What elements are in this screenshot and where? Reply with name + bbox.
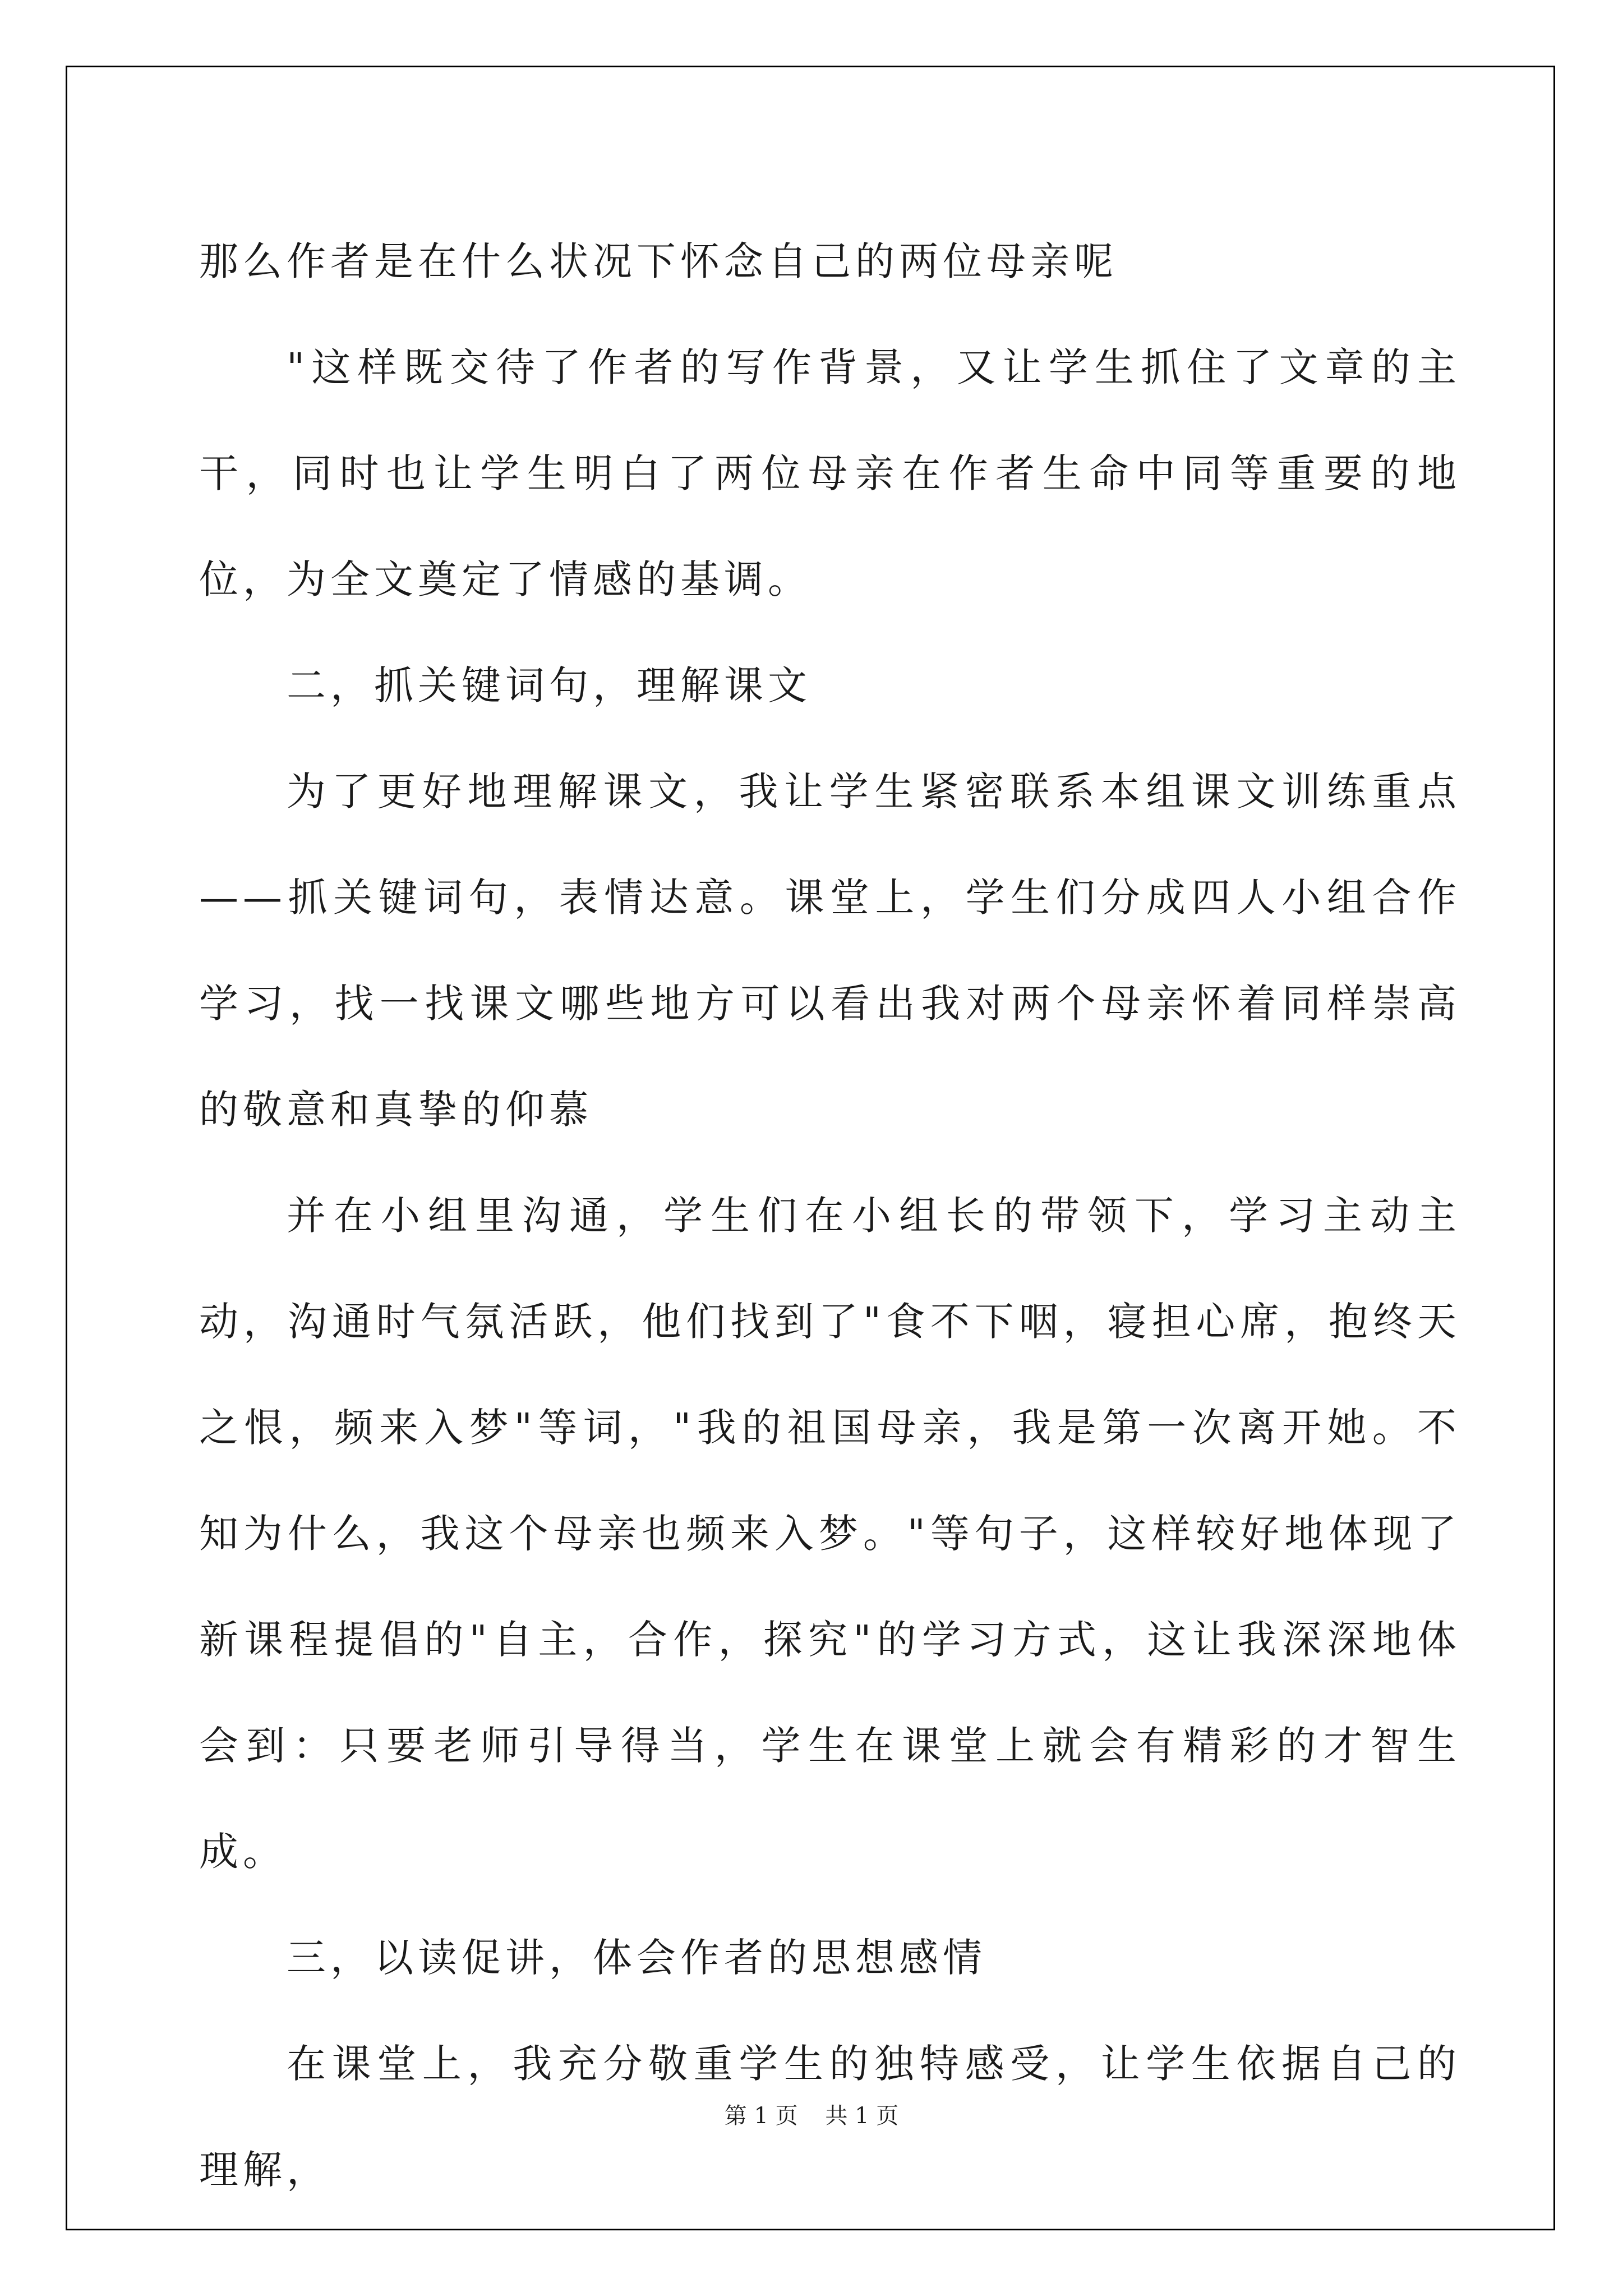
section-heading-2: 二，抓关键词句，理解课文 — [287, 662, 811, 708]
paragraph-1: 那么作者是在什么状况下怀念自己的两位母亲呢 — [199, 238, 1118, 284]
page-total: 共 1 页 — [825, 2103, 899, 2129]
document-body — [199, 209, 1461, 2223]
page-number: 第 1 页 — [724, 2103, 798, 2129]
paragraph-5: 在课堂上，我充分敬重学生的独特感受，让学生依据自己的理解， — [199, 2041, 1461, 2193]
paragraph-2: "这样既交待了作者的写作背景，又让学生抓住了文章的主干，同时也让学生明白了两位母亲在作者生命中同等重要的地位，为全文奠定了情感的基调。 — [199, 344, 1461, 602]
section-heading-3: 三，以读促讲，体会作者的思想感情 — [287, 1935, 986, 1981]
paragraph-3: 为了更好地理解课文，我让学生紧密联系本组课文训练重点——抓关键词句，表情达意。课堂上，学生们分成四人小组合作学习，找一找课文哪些地方可以看出我对两个母亲怀着同样崇高的敬意和真挚的仰慕 — [199, 769, 1461, 1133]
paragraph-4: 并在小组里沟通，学生们在小组长的带领下，学习主动主动，沟通时气氛活跃，他们找到了"食不下咽，寝担心席，抱终天之恨，频来入梦"等词，"我的祖国母亲，我是第一次离开她。不知为什么，我这个母亲也频来入梦。"等句子，这样较好地体现了新课程提倡的"自主，合作，探究"的学习方式，这让我深深地体会到：只要老师引导得当，学生在课堂上就会有精彩的才智生成。 — [199, 1193, 1461, 1875]
page-footer — [0, 2098, 1623, 2130]
